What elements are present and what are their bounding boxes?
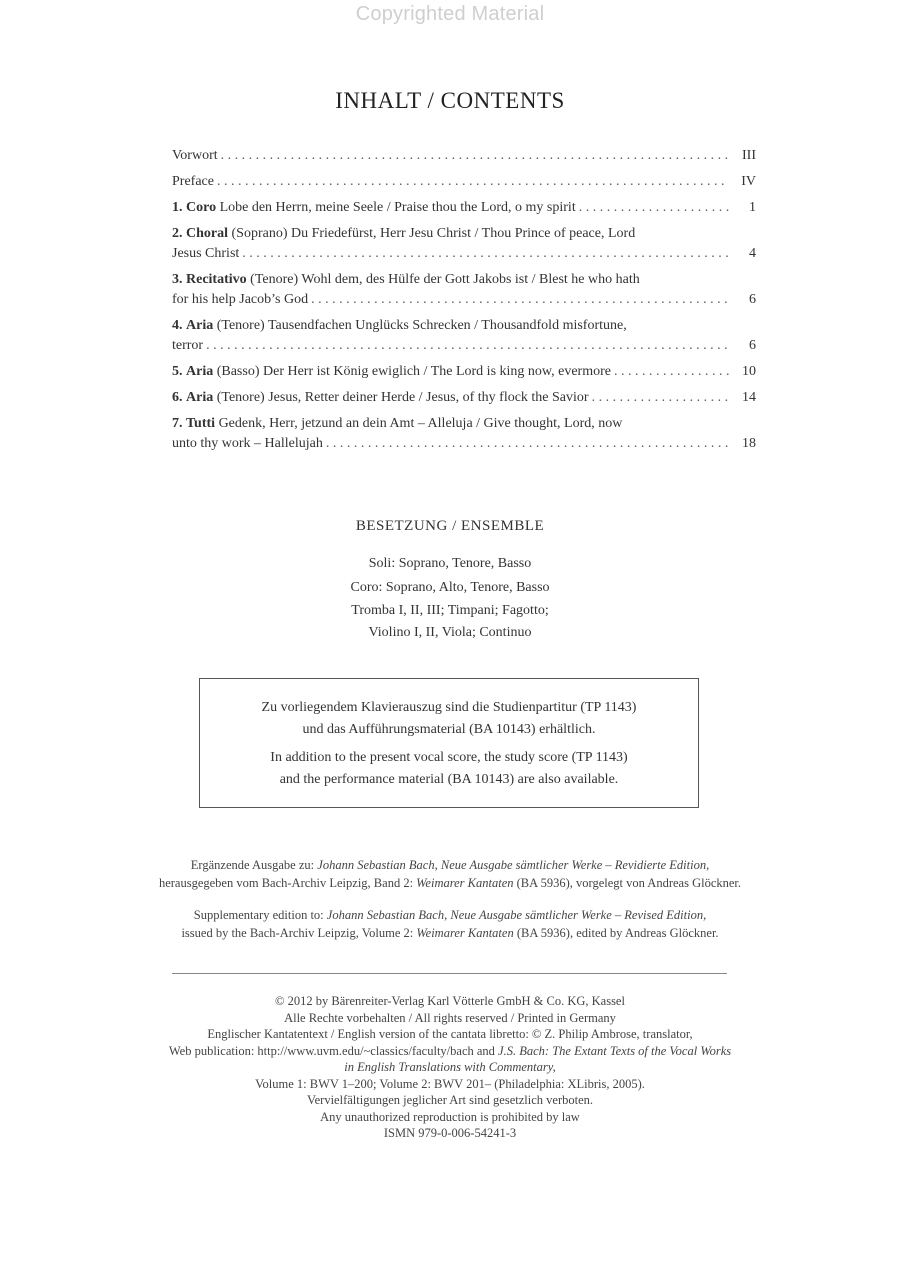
book-subtitle: in English Translations with Commentary, (344, 1060, 556, 1074)
copyright-watermark: Copyrighted Material (355, 3, 545, 25)
movement-type: Tutti (186, 416, 216, 431)
movement-type: Coro (186, 200, 217, 215)
dot-leader (221, 146, 729, 166)
movement-title-line2: for his help Jacob’s God (172, 292, 309, 307)
movement-number: 3. (172, 272, 183, 287)
ensemble-coro: Coro: Soprano, Alto, Tenore, Basso (350, 580, 550, 595)
notice-german-line2: und das Aufführungsmaterial (BA 10143) erhältlich. (302, 722, 596, 737)
toc-page-number: IV (741, 174, 756, 189)
dot-leader (242, 244, 729, 264)
movement-number: 2. (172, 226, 183, 241)
copyright-block (0, 993, 900, 1142)
ensemble-heading: BESETZUNG / ENSEMBLE (355, 518, 545, 534)
notice-german (200, 697, 698, 741)
movement-title-line2: unto thy work – Hallelujah (172, 436, 323, 451)
dot-leader (592, 388, 729, 408)
toc-entry-movement-1[interactable] (172, 198, 756, 218)
volumes-line: Volume 1: BWV 1–200; Volume 2: BWV 201– (Philadelphia: XLibris, 2005). (255, 1076, 645, 1091)
movement-title-line1: Gedenk, Herr, jetzund an dein Amt – Alleluja / Give thought, Lord, now (218, 416, 623, 431)
book-subtitle-line (0, 1059, 900, 1076)
toc-page-number: 4 (749, 246, 756, 261)
notice-german-line1: Zu vorliegendem Klavierauszug sind die Studienpartitur (TP 1143) (261, 700, 637, 715)
toc-page-number: 14 (742, 390, 756, 405)
supp-text: herausgegeben vom Bach-Archiv Leipzig, Band 2: (158, 876, 417, 890)
supp-italic: Weimarer Kantaten (416, 876, 514, 890)
movement-title: (Basso) Der Herr ist König ewiglich / The Lord is king now, evermore (216, 364, 611, 379)
movement-number: 4. (172, 318, 183, 333)
movement-title-line1: (Soprano) Du Friedefürst, Herr Jesu Christ / Thou Prince of peace, Lord (231, 226, 636, 241)
supp-text: Ergänzende Ausgabe zu: (190, 858, 318, 872)
reproduction-german-line: Vervielfältigungen jeglicher Art sind gesetzlich verboten. (306, 1093, 594, 1107)
table-of-contents (172, 146, 756, 454)
movement-type: Aria (186, 318, 214, 333)
supp-italic: Johann Sebastian Bach, Neue Ausgabe sämtlicher Werke – Revised Edition, (326, 908, 707, 922)
toc-entry-preface[interactable] (172, 172, 756, 192)
toc-entry-movement-4[interactable] (172, 316, 756, 356)
movement-number: 6. (172, 390, 183, 405)
movement-type: Choral (186, 226, 228, 241)
movement-title: Lobe den Herrn, meine Seele / Praise thou the Lord, o my spirit (219, 200, 576, 215)
movement-number: 1. (172, 200, 183, 215)
movement-number: 5. (172, 364, 183, 379)
dot-leader (326, 434, 729, 454)
toc-entry-movement-6[interactable] (172, 388, 756, 408)
reproduction-english-line: Any unauthorized reproduction is prohibited by law (320, 1109, 580, 1124)
movement-title-line1: (Tenore) Wohl dem, des Hülfe der Gott Jakobs ist / Blest he who hath (250, 272, 640, 287)
toc-page-number: 6 (749, 292, 756, 307)
dot-leader (311, 290, 729, 310)
horizontal-divider (172, 973, 727, 974)
translation-credit-line: Englischer Kantatentext / English version of the cantata libretto: © Z. Philip Ambrose, translator, (207, 1027, 693, 1041)
supp-text: issued by the Bach-Archiv Leipzig, Volume 2: (181, 926, 417, 940)
web-publication-line (0, 1043, 900, 1060)
movement-type: Recitativo (186, 272, 247, 287)
movement-type: Aria (186, 390, 214, 405)
dot-leader (217, 172, 729, 192)
toc-label: Preface (172, 174, 214, 189)
movement-title: (Tenore) Jesus, Retter deiner Herde / Jesus, of thy flock the Savior (216, 390, 589, 405)
ensemble-soli: Soli: Soprano, Tenore, Basso (368, 556, 532, 571)
toc-page-number: 1 (749, 200, 756, 215)
movement-title-line1: (Tenore) Tausendfachen Unglücks Schrecken / Thousandfold misfortune, (216, 318, 627, 333)
notice-english-line2: and the performance material (BA 10143) are also available. (279, 772, 619, 787)
supp-text: (BA 5936), edited by Andreas Glöckner. (513, 926, 719, 940)
movement-title-line2: Jesus Christ (172, 246, 240, 261)
web-publication-text: Web publication: http://www.uvm.edu/~classics/faculty/bach and (168, 1043, 499, 1058)
toc-page-number: 10 (742, 364, 756, 379)
book-title: J.S. Bach: The Extant Texts of the Vocal Works (498, 1043, 732, 1058)
ensemble-list (0, 552, 900, 644)
copyright-line: © 2012 by Bärenreiter-Verlag Karl Vötterle GmbH & Co. KG, Kassel (275, 994, 625, 1008)
ensemble-winds: Tromba I, II, III; Timpani; Fagotto; (351, 603, 549, 618)
movement-number: 7. (172, 416, 183, 431)
ensemble-strings: Violino I, II, Viola; Continuo (368, 625, 532, 640)
dot-leader (579, 198, 729, 218)
page-title: INHALT / CONTENTS (335, 88, 565, 113)
supplementary-edition-german (0, 856, 900, 892)
toc-entry-vorwort[interactable] (172, 146, 756, 166)
toc-page-number: 18 (742, 436, 756, 451)
supp-italic: Johann Sebastian Bach, Neue Ausgabe sämtlicher Werke – Revidierte Edition, (317, 858, 710, 872)
supp-italic: Weimarer Kantaten (416, 926, 514, 940)
toc-entry-movement-3[interactable] (172, 270, 756, 310)
movement-title-line2: terror (172, 338, 204, 353)
supp-text: (BA 5936), vorgelegt von Andreas Glöckner. (513, 876, 742, 890)
toc-label: Vorwort (172, 148, 218, 163)
toc-page-number: 6 (749, 338, 756, 353)
availability-notice-box (199, 678, 699, 808)
rights-line: Alle Rechte vorbehalten / All rights reserved / Printed in Germany (284, 1010, 616, 1025)
movement-type: Aria (186, 364, 214, 379)
toc-entry-movement-7[interactable] (172, 414, 756, 454)
toc-entry-movement-5[interactable] (172, 362, 756, 382)
notice-english (200, 747, 698, 791)
ismn-line: ISMN 979-0-006-54241-3 (383, 1126, 517, 1140)
dot-leader (206, 336, 729, 356)
notice-english-line1: In addition to the present vocal score, the study score (TP 1143) (270, 750, 628, 765)
toc-entry-movement-2[interactable] (172, 224, 756, 264)
supplementary-edition-english (0, 906, 900, 942)
dot-leader (614, 362, 729, 382)
toc-page-number: III (742, 148, 756, 163)
supp-text: Supplementary edition to: (193, 908, 327, 922)
